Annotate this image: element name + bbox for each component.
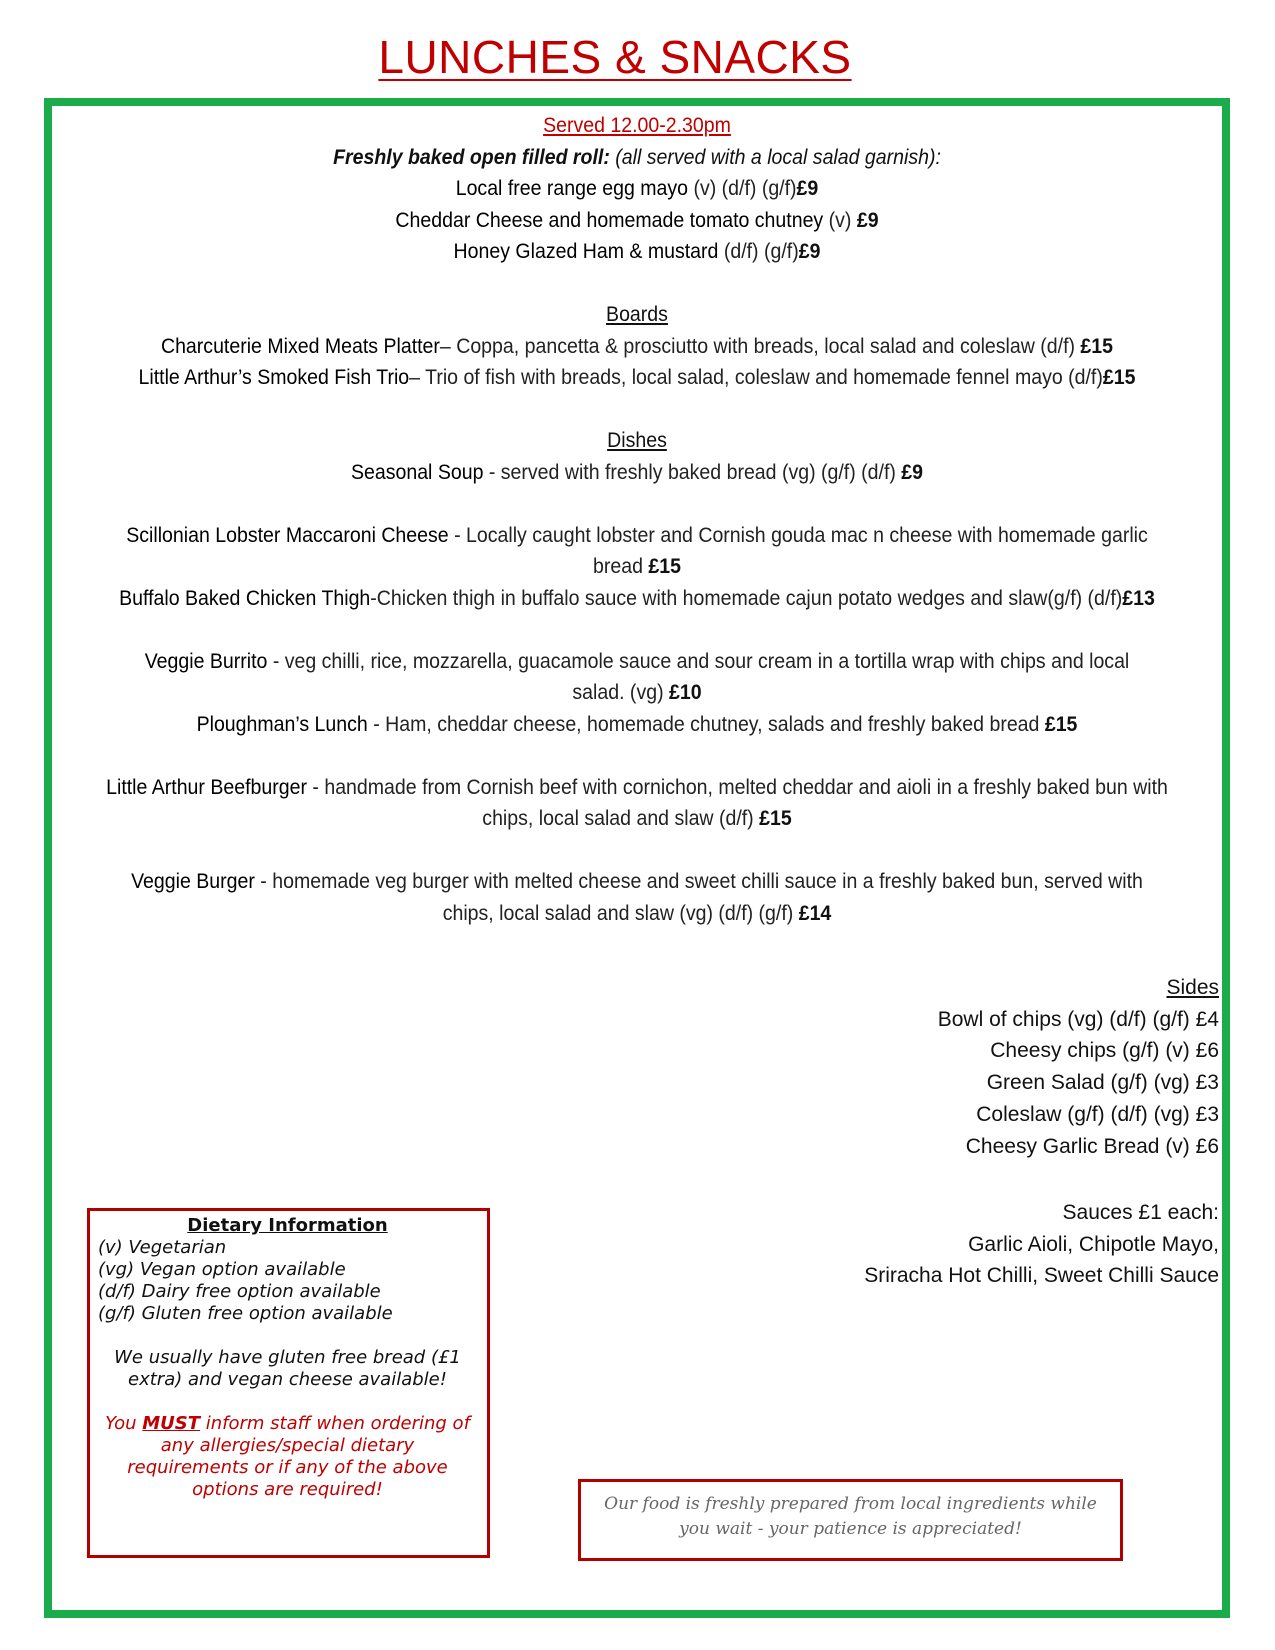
menu-title: LUNCHES & SNACKS [378, 31, 852, 83]
dish-item: Little Arthur Beefburger - handmade from Cornish beef with cornichon, melted cheddar and aioli in a freshly baked bun with chips, local salad and slaw (d/f) £15 [106, 775, 1168, 830]
board-item: Little Arthur’s Smoked Fish Trio– Trio of fish with breads, local salad, coleslaw and homemade fennel mayo (d/f)£15 [138, 366, 1136, 389]
gluten-free-note: We usually have gluten free bread (£1 extra) and vegan cheese available! [114, 1347, 461, 1390]
dietary-key: (vg) Vegan option available [98, 1259, 346, 1280]
allergy-warning: You MUST inform staff when ordering of any allergies/special dietary requirements or if any of the above options are required! [105, 1413, 470, 1500]
sauces-heading: Sauces £1 each: [1062, 1201, 1219, 1224]
sauce-line: Sriracha Hot Chilli, Sweet Chilli Sauce [864, 1264, 1219, 1287]
dish-item: Seasonal Soup - served with freshly baked bread (vg) (g/f) (d/f) £9 [350, 460, 924, 484]
sauces-list [699, 1197, 1219, 1292]
dietary-key: (d/f) Dairy free option available [98, 1281, 381, 1302]
menu-body [99, 110, 1176, 929]
sauce-line: Garlic Aioli, Chipotle Mayo, [968, 1232, 1219, 1256]
boards-heading: Boards [606, 303, 668, 326]
rolls-intro: Freshly baked open filled roll: (all served with a local salad garnish): [333, 145, 941, 169]
dish-item: Ploughman’s Lunch - Ham, cheddar cheese, homemade chutney, salads and freshly baked bread £15 [196, 712, 1078, 736]
dietary-info-box [87, 1208, 490, 1558]
dish-item: Buffalo Baked Chicken Thigh-Chicken thigh in buffalo sauce with homemade cajun potato wedges and slaw(g/f) (d/f)£13 [119, 586, 1155, 610]
dishes-heading: Dishes [607, 429, 667, 452]
dish-item: Scillonian Lobster Maccaroni Cheese - Locally caught lobster and Cornish gouda mac n cheese with homemade garlic bread £15 [126, 523, 1148, 578]
dietary-key: (v) Vegetarian [98, 1237, 227, 1258]
side-item: Cheesy Garlic Bread (v) £6 [965, 1134, 1219, 1158]
served-hours: Served 12.00-2.30pm [543, 114, 731, 137]
fresh-food-note: Our food is freshly prepared from local ingredients while you wait - your patience is appreciated! [578, 1479, 1123, 1561]
roll-item: Cheddar Cheese and homemade tomato chutney (v) £9 [395, 208, 879, 232]
side-item: Coleslaw (g/f) (d/f) (vg) £3 [976, 1102, 1219, 1126]
sides-list [719, 972, 1219, 1162]
board-item: Charcuterie Mixed Meats Platter– Coppa, pancetta & prosciutto with breads, local salad and coleslaw (d/f) £15 [160, 334, 1114, 358]
side-item: Green Salad (g/f) (vg) £3 [986, 1071, 1219, 1095]
roll-item: Honey Glazed Ham & mustard (d/f) (g/f)£9 [453, 240, 821, 263]
dish-item: Veggie Burger - homemade veg burger with melted cheese and sweet chilli sauce in a freshly baked bun, served with chips, local salad and slaw (vg) (d/f) (g/f) £14 [131, 870, 1143, 925]
roll-item: Local free range egg mayo (v) (d/f) (g/f)£9 [455, 177, 819, 200]
side-item: Bowl of chips (vg) (d/f) (g/f) £4 [937, 1007, 1219, 1031]
dish-item: Veggie Burrito - veg chilli, rice, mozzarella, guacamole sauce and sour cream in a tortilla wrap with chips and local salad. (vg) £10 [144, 649, 1130, 704]
sides-heading: Sides [1166, 976, 1219, 999]
dietary-heading: Dietary Information [187, 1215, 388, 1236]
side-item: Cheesy chips (g/f) (v) £6 [990, 1039, 1219, 1063]
dietary-key: (g/f) Gluten free option available [98, 1303, 393, 1324]
